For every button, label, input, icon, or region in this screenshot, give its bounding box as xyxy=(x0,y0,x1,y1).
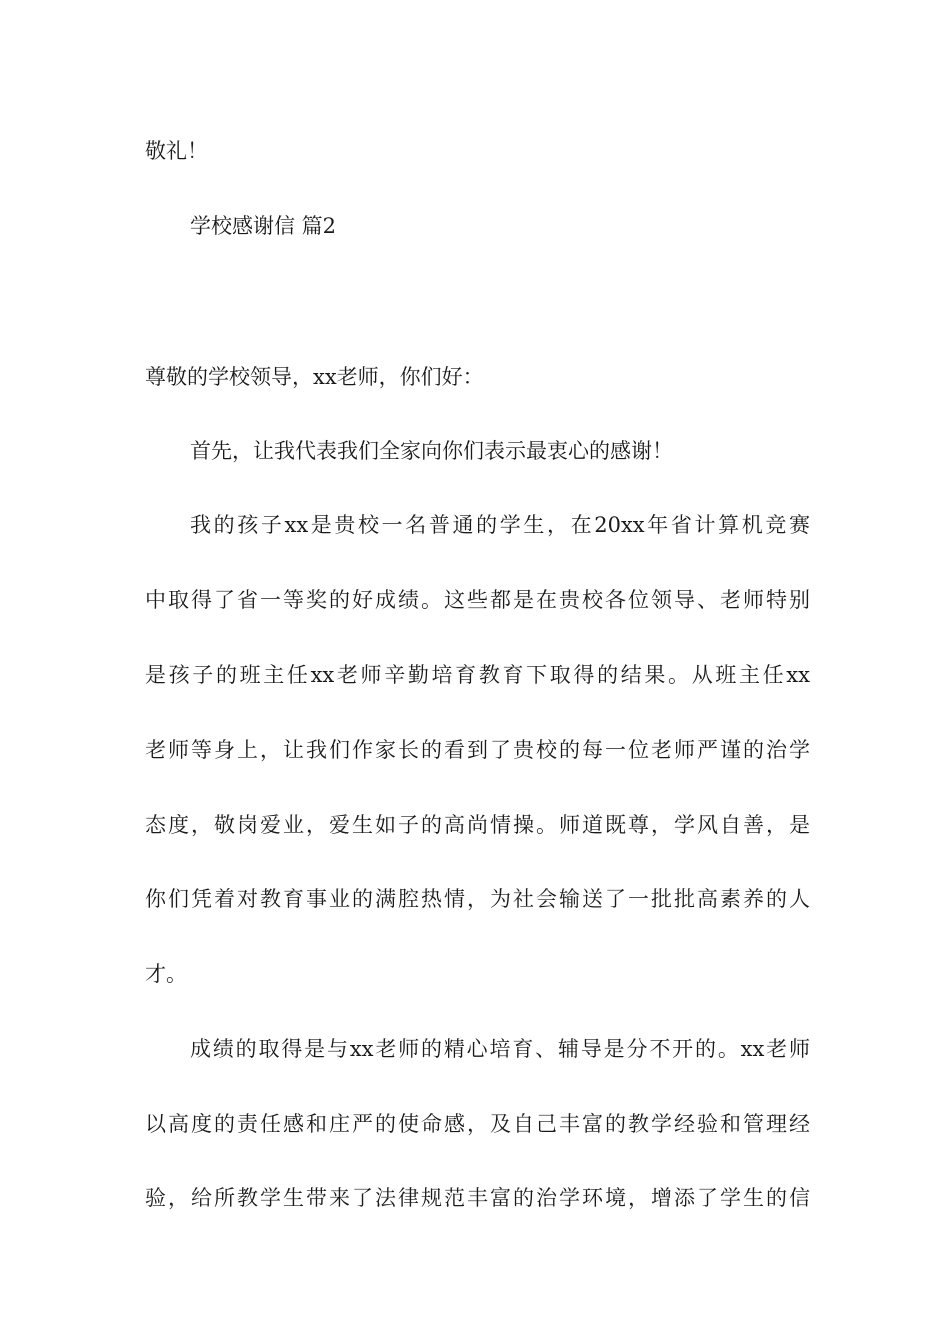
paragraph-line: 验，给所教学生带来了法律规范丰富的治学环境，增添了学生的信 xyxy=(145,1186,810,1210)
paragraph-line: 是孩子的班主任xx老师辛勤培育教育下取得的结果。从班主任xx xyxy=(145,663,810,687)
paragraph-line: 老师等身上，让我们作家长的看到了贵校的每一位老师严谨的治学 xyxy=(145,738,810,762)
paragraph-line: 我的孩子xx是贵校一名普通的学生，在20xx年省计算机竞赛 xyxy=(190,513,810,537)
paragraph-line: 中取得了省一等奖的好成绩。这些都是在贵校各位领导、老师特别 xyxy=(145,588,810,612)
paragraph-line: 首先，让我代表我们全家向你们表示最衷心的感谢！ xyxy=(190,439,673,463)
paragraph-line: 成绩的取得是与xx老师的精心培育、辅导是分不开的。xx老师 xyxy=(190,1037,810,1061)
paragraph-line: 才。 xyxy=(145,962,187,986)
paragraph-line: 以高度的责任感和庄严的使命感，及自己丰富的教学经验和管理经 xyxy=(145,1112,810,1136)
section-heading: 学校感谢信 篇2 xyxy=(190,214,337,238)
paragraph-line: 你们凭着对教育事业的满腔热情，为社会输送了一批批高素养的人 xyxy=(145,887,810,911)
closing-line: 敬礼！ xyxy=(145,139,208,163)
paragraph-line: 态度，敬岗爱业，爱生如子的高尚情操。师道既尊，学风自善，是 xyxy=(145,813,810,837)
salutation: 尊敬的学校领导，xx老师，你们好： xyxy=(145,365,484,389)
